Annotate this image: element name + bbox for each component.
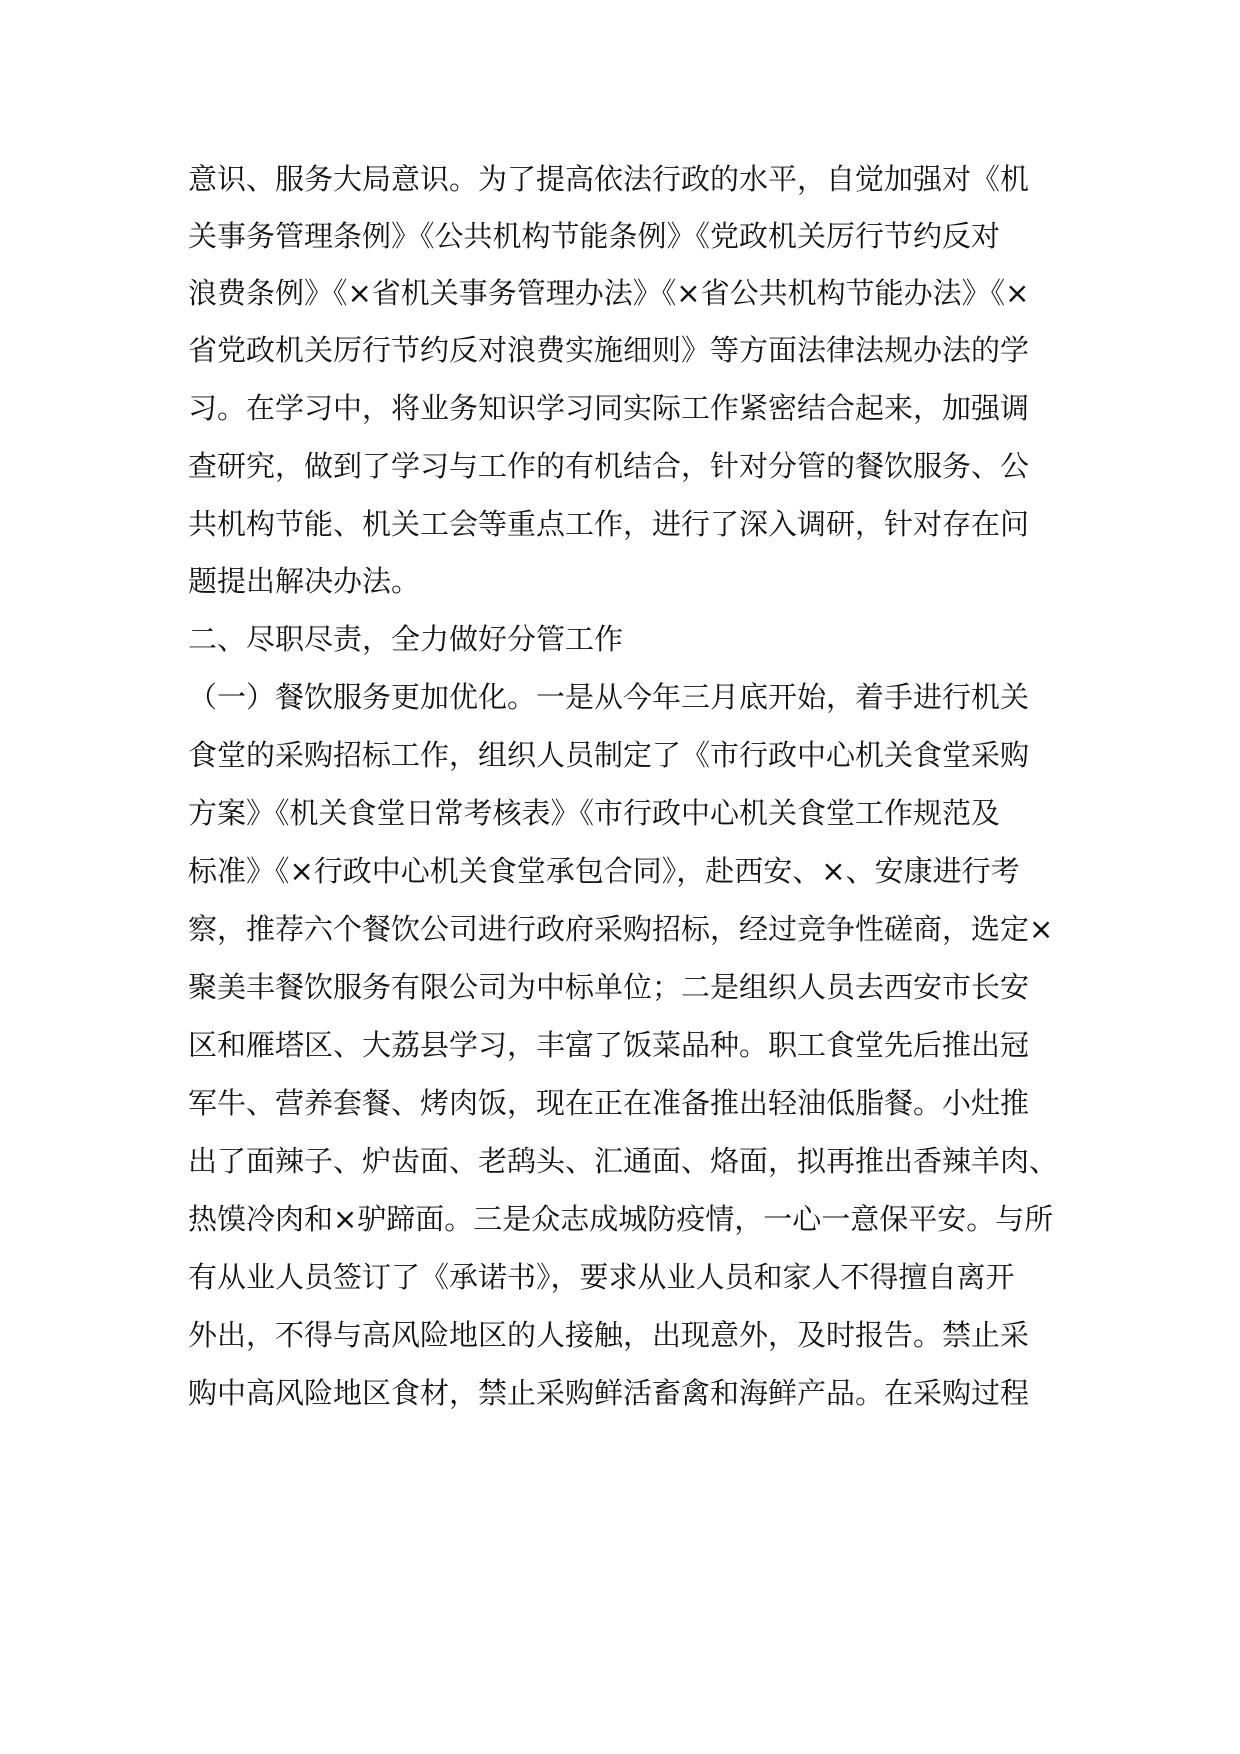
paragraph-line: 购中高风险地区食材，禁止采购鲜活畜禽和海鲜产品。在采购过程 [188, 1376, 1030, 1410]
paragraph-line: 外出，不得与高风险地区的人接触，出现意外，及时报告。禁止采 [188, 1318, 1030, 1352]
paragraph-line: 浪费条例》《×省机关事务管理办法》《×省公共机构节能办法》《× [188, 276, 1030, 310]
paragraph-line: 有从业人员签订了《承诺书》，要求从业人员和家人不得擅自离开 [188, 1260, 1015, 1294]
paragraph-line: 热馍冷肉和×驴蹄面。三是众志成城防疫情，一心一意保平安。与所 [188, 1202, 1054, 1236]
paragraph-line: 题提出解决办法。 [188, 564, 421, 598]
paragraph-line: 出了面辣子、炉齿面、老鸹头、汇通面、烙面，拟再推出香辣羊肉、 [188, 1144, 1059, 1178]
paragraph-line: 共机构节能、机关工会等重点工作，进行了深入调研，针对存在问 [188, 507, 1030, 541]
paragraph-line: 习。在学习中，将业务知识学习同实际工作紧密结合起来，加强调 [188, 391, 1030, 425]
paragraph-line: 军牛、营养套餐、烤肉饭，现在正在准备推出轻油低脂餐。小灶推 [188, 1086, 1030, 1120]
paragraph-line: 聚美丰餐饮服务有限公司为中标单位；二是组织人员去西安市长安 [188, 970, 1030, 1004]
paragraph-line: （一）餐饮服务更加优化。一是从今年三月底开始，着手进行机关 [188, 680, 1030, 714]
paragraph-line: 标准》《×行政中心机关食堂承包合同》，赴西安、×、安康进行考 [188, 854, 1020, 888]
paragraph-line: 方案》《机关食堂日常考核表》《市行政中心机关食堂工作规范及 [188, 796, 1001, 830]
paragraph-line: 食堂的采购招标工作，组织人员制定了《市行政中心机关食堂采购 [188, 738, 1030, 772]
paragraph-line: 意识、服务大局意识。为了提高依法行政的水平，自觉加强对《机 [188, 162, 1030, 196]
paragraph-line: 查研究，做到了学习与工作的有机结合，针对分管的餐饮服务、公 [188, 449, 1030, 483]
paragraph-line: 区和雁塔区、大荔县学习，丰富了饭菜品种。职工食堂先后推出冠 [188, 1028, 1030, 1062]
paragraph-line: 关事务管理条例》《公共机构节能条例》《党政机关厉行节约反对 [188, 219, 1001, 253]
paragraph-line: 察，推荐六个餐饮公司进行政府采购招标，经过竞争性磋商，选定× [188, 912, 1054, 946]
paragraph-line: 省党政机关厉行节约反对浪费实施细则》等方面法律法规办法的学 [188, 333, 1030, 367]
section-heading: 二、尽职尽责，全力做好分管工作 [188, 622, 624, 656]
